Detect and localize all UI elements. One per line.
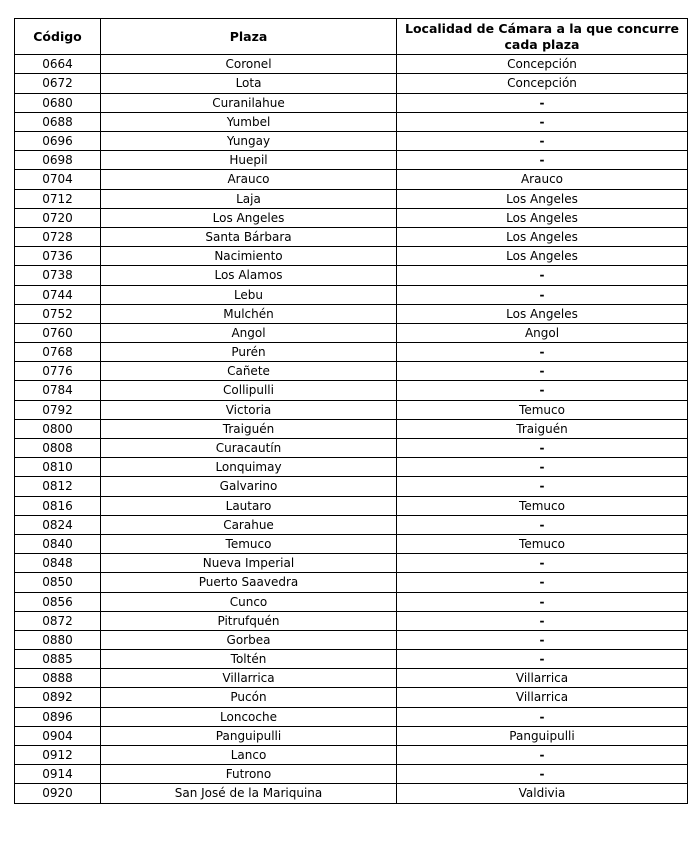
cell-localidad: - (397, 515, 688, 534)
cell-codigo: 0792 (15, 400, 101, 419)
table-row (15, 554, 688, 573)
cell-localidad: Traiguén (397, 419, 688, 438)
cell-codigo: 0760 (15, 323, 101, 342)
cell-plaza: Lonquimay (101, 458, 397, 477)
cell-codigo: 0752 (15, 304, 101, 323)
cell-codigo: 0885 (15, 650, 101, 669)
table-header (15, 19, 688, 55)
cell-plaza: Temuco (101, 534, 397, 553)
cell-plaza: Arauco (101, 170, 397, 189)
cell-localidad: - (397, 266, 688, 285)
table-row (15, 496, 688, 515)
table-row (15, 247, 688, 266)
cell-localidad: Temuco (397, 534, 688, 553)
cell-plaza: Curanilahue (101, 93, 397, 112)
header-plaza: Plaza (101, 19, 397, 55)
cell-codigo: 0720 (15, 208, 101, 227)
cell-localidad: - (397, 439, 688, 458)
cell-plaza: Loncoche (101, 707, 397, 726)
table-row (15, 266, 688, 285)
cell-localidad: - (397, 592, 688, 611)
cell-plaza: Lanco (101, 746, 397, 765)
cell-plaza: Pitrufquén (101, 611, 397, 630)
cell-codigo: 0696 (15, 132, 101, 151)
cell-localidad: - (397, 746, 688, 765)
cell-localidad: Arauco (397, 170, 688, 189)
table-row (15, 74, 688, 93)
cell-codigo: 0808 (15, 439, 101, 458)
cell-localidad: Los Angeles (397, 304, 688, 323)
table-row (15, 458, 688, 477)
table-row (15, 534, 688, 553)
cell-codigo: 0896 (15, 707, 101, 726)
cell-codigo: 0712 (15, 189, 101, 208)
cell-plaza: Gorbea (101, 630, 397, 649)
table-row (15, 611, 688, 630)
cell-plaza: Cunco (101, 592, 397, 611)
cell-codigo: 0800 (15, 419, 101, 438)
cell-localidad: - (397, 285, 688, 304)
cell-codigo: 0680 (15, 93, 101, 112)
header-localidad: Localidad de Cámara a la que concurre cada plaza (397, 19, 688, 55)
cell-codigo: 0672 (15, 74, 101, 93)
cell-localidad: - (397, 458, 688, 477)
cell-localidad: Angol (397, 323, 688, 342)
cell-plaza: Lota (101, 74, 397, 93)
cell-codigo: 0912 (15, 746, 101, 765)
cell-plaza: Los Alamos (101, 266, 397, 285)
cell-plaza: Panguipulli (101, 726, 397, 745)
cell-plaza: Yumbel (101, 112, 397, 131)
cell-codigo: 0768 (15, 343, 101, 362)
table-row (15, 323, 688, 342)
cell-codigo: 0698 (15, 151, 101, 170)
cell-codigo: 0810 (15, 458, 101, 477)
table-row (15, 746, 688, 765)
cell-codigo: 0824 (15, 515, 101, 534)
table-row (15, 765, 688, 784)
table-row (15, 592, 688, 611)
table-row (15, 362, 688, 381)
cell-codigo: 0920 (15, 784, 101, 803)
cell-localidad: Concepción (397, 55, 688, 74)
cell-localidad: - (397, 151, 688, 170)
cell-plaza: Purén (101, 343, 397, 362)
cell-codigo: 0840 (15, 534, 101, 553)
cell-plaza: Nacimiento (101, 247, 397, 266)
cell-plaza: Laja (101, 189, 397, 208)
cell-codigo: 0744 (15, 285, 101, 304)
cell-codigo: 0812 (15, 477, 101, 496)
cell-plaza: Angol (101, 323, 397, 342)
table-row (15, 784, 688, 803)
cell-plaza: Puerto Saavedra (101, 573, 397, 592)
table-row (15, 112, 688, 131)
cell-plaza: Pucón (101, 688, 397, 707)
cell-codigo: 0892 (15, 688, 101, 707)
cell-codigo: 0736 (15, 247, 101, 266)
cell-localidad: Villarrica (397, 669, 688, 688)
table-row (15, 189, 688, 208)
cell-codigo: 0888 (15, 669, 101, 688)
cell-plaza: Coronel (101, 55, 397, 74)
cell-localidad: Panguipulli (397, 726, 688, 745)
table-row (15, 726, 688, 745)
table-row (15, 227, 688, 246)
cell-codigo: 0664 (15, 55, 101, 74)
table-row (15, 151, 688, 170)
cell-codigo: 0776 (15, 362, 101, 381)
cell-plaza: Nueva Imperial (101, 554, 397, 573)
cell-codigo: 0880 (15, 630, 101, 649)
table-row (15, 208, 688, 227)
table-row (15, 650, 688, 669)
cell-localidad: Temuco (397, 496, 688, 515)
cell-localidad: - (397, 477, 688, 496)
cell-plaza: Victoria (101, 400, 397, 419)
cell-plaza: Futrono (101, 765, 397, 784)
cell-codigo: 0914 (15, 765, 101, 784)
table-header-row (15, 19, 688, 55)
cell-plaza: Los Angeles (101, 208, 397, 227)
table-row (15, 630, 688, 649)
cell-plaza: Santa Bárbara (101, 227, 397, 246)
cell-localidad: - (397, 112, 688, 131)
table-row (15, 515, 688, 534)
cell-localidad: - (397, 554, 688, 573)
cell-localidad: Los Angeles (397, 189, 688, 208)
cell-plaza: San José de la Mariquina (101, 784, 397, 803)
cell-localidad: Los Angeles (397, 247, 688, 266)
cell-localidad: Concepción (397, 74, 688, 93)
cell-codigo: 0784 (15, 381, 101, 400)
table-row (15, 285, 688, 304)
cell-plaza: Galvarino (101, 477, 397, 496)
cell-localidad: Villarrica (397, 688, 688, 707)
cell-localidad: - (397, 765, 688, 784)
table-row (15, 55, 688, 74)
table-row (15, 381, 688, 400)
cell-plaza: Lebu (101, 285, 397, 304)
header-codigo: Código (15, 19, 101, 55)
cell-localidad: Valdivia (397, 784, 688, 803)
cell-localidad: Temuco (397, 400, 688, 419)
cell-plaza: Curacautín (101, 439, 397, 458)
table-row (15, 400, 688, 419)
cell-plaza: Cañete (101, 362, 397, 381)
cell-plaza: Collipulli (101, 381, 397, 400)
cell-localidad: - (397, 650, 688, 669)
cell-localidad: Los Angeles (397, 208, 688, 227)
cell-codigo: 0738 (15, 266, 101, 285)
table-row (15, 688, 688, 707)
cell-localidad: - (397, 362, 688, 381)
cell-plaza: Traiguén (101, 419, 397, 438)
cell-localidad: - (397, 93, 688, 112)
cell-codigo: 0728 (15, 227, 101, 246)
table-row (15, 573, 688, 592)
cell-plaza: Villarrica (101, 669, 397, 688)
table-row (15, 419, 688, 438)
cell-codigo: 0848 (15, 554, 101, 573)
cell-codigo: 0856 (15, 592, 101, 611)
cell-codigo: 0850 (15, 573, 101, 592)
table-row (15, 93, 688, 112)
cell-localidad: - (397, 630, 688, 649)
table-row (15, 477, 688, 496)
cell-plaza: Toltén (101, 650, 397, 669)
cell-plaza: Lautaro (101, 496, 397, 515)
cell-localidad: - (397, 381, 688, 400)
table-row (15, 707, 688, 726)
table-row (15, 439, 688, 458)
cell-codigo: 0904 (15, 726, 101, 745)
cell-localidad: Los Angeles (397, 227, 688, 246)
cell-localidad: - (397, 573, 688, 592)
cell-codigo: 0688 (15, 112, 101, 131)
cell-plaza: Mulchén (101, 304, 397, 323)
table-row (15, 669, 688, 688)
table-row (15, 170, 688, 189)
cell-plaza: Huepil (101, 151, 397, 170)
cell-codigo: 0704 (15, 170, 101, 189)
cell-codigo: 0816 (15, 496, 101, 515)
cell-plaza: Yungay (101, 132, 397, 151)
cell-localidad: - (397, 611, 688, 630)
cell-localidad: - (397, 343, 688, 362)
cell-localidad: - (397, 132, 688, 151)
cell-plaza: Carahue (101, 515, 397, 534)
table-body (15, 55, 688, 803)
cell-codigo: 0872 (15, 611, 101, 630)
table-row (15, 343, 688, 362)
table-row (15, 304, 688, 323)
plaza-codes-table (14, 18, 688, 804)
cell-localidad: - (397, 707, 688, 726)
table-row (15, 132, 688, 151)
